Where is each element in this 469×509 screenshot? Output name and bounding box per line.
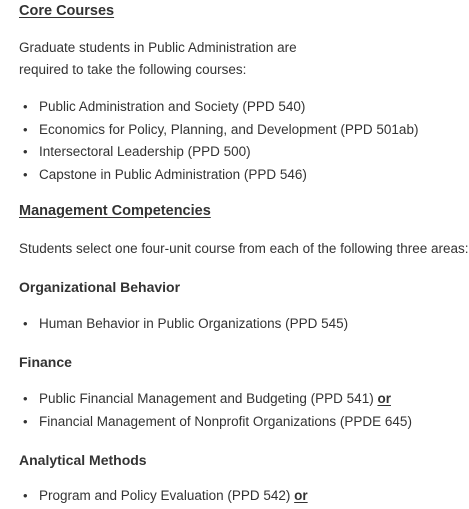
list-item (19, 164, 418, 187)
course-name: Economics for Policy, Planning, and Development (PPD 501ab) (39, 121, 419, 137)
course-name: Capstone in Public Administration (PPD 546) (39, 166, 307, 182)
list-item (19, 141, 418, 164)
course-name: Program and Policy Evaluation (PPD 542) (39, 488, 291, 503)
course-name: Public Administration and Society (PPD 540) (39, 99, 306, 114)
bullet-icon: • (23, 488, 28, 503)
bullet-icon: • (23, 99, 28, 114)
bullet-icon: • (23, 391, 28, 406)
bullet-icon: • (23, 144, 28, 159)
management-competencies-intro: Students select one four-unit course from each of the following three areas: (19, 241, 469, 256)
bullet-icon: • (23, 316, 28, 331)
analytical-methods-list (19, 485, 308, 508)
organizational-behavior-heading: Organizational Behavior (19, 279, 181, 295)
list-item (19, 119, 418, 142)
core-courses-intro-line-2: required to take the following courses: (19, 62, 247, 77)
bullet-icon: • (23, 166, 28, 182)
list-item (19, 411, 412, 434)
list-item (19, 388, 412, 411)
finance-heading: Finance (19, 354, 72, 370)
course-name: Human Behavior in Public Organizations (PPD 545) (39, 316, 349, 331)
course-name: Financial Management of Nonprofit Organizations (PPDE 645) (39, 413, 412, 429)
course-name: Intersectoral Leadership (PPD 500) (39, 144, 251, 159)
bullet-icon: • (23, 121, 28, 137)
course-name: Public Financial Management and Budgeting (PPD 541) (39, 391, 374, 406)
organizational-behavior-list (19, 313, 348, 336)
core-courses-list (19, 96, 418, 186)
finance-list (19, 388, 412, 433)
list-item (19, 96, 418, 119)
or-link[interactable]: or (377, 391, 391, 406)
or-link[interactable]: or (294, 488, 308, 503)
analytical-methods-heading: Analytical Methods (19, 452, 147, 468)
document-page (19, 0, 469, 509)
core-courses-intro-line-1: Graduate students in Public Administration are (19, 40, 297, 55)
list-item (19, 313, 348, 336)
bullet-icon: • (23, 413, 28, 429)
list-item (19, 485, 308, 508)
core-courses-heading: Core Courses (19, 3, 115, 19)
management-competencies-heading: Management Competencies (19, 203, 211, 219)
